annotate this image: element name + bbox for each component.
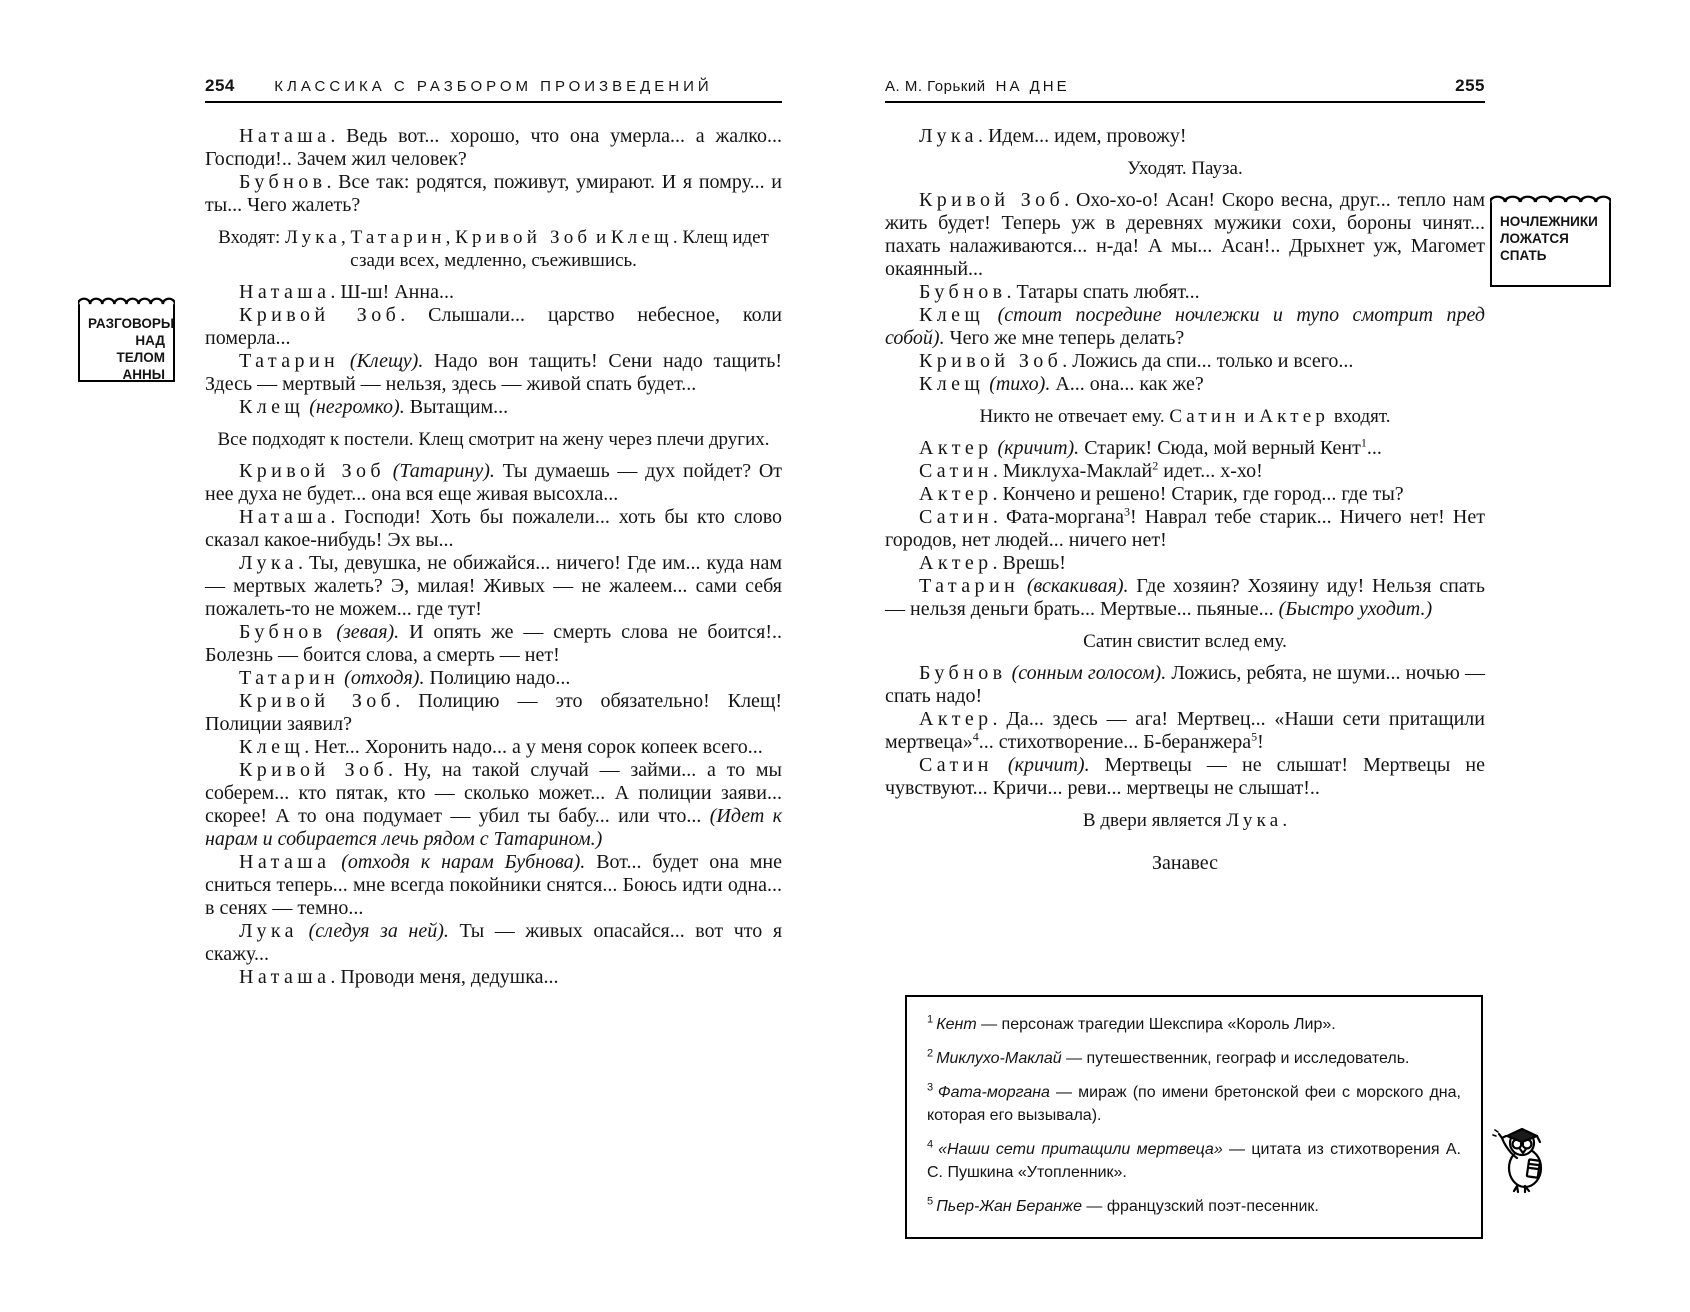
dialog-paragraph: [885, 437, 1485, 460]
dialog-paragraph: [885, 125, 1485, 148]
dialog-paragraph: [885, 575, 1485, 621]
footnote-number: 4: [927, 1138, 939, 1151]
speaker-name: Наташа: [239, 851, 331, 873]
text-run: . Кончено и решено! Старик, где город... где ты?: [992, 483, 1404, 505]
text-run: . Слышали... царство небесное, коли померла...: [205, 304, 783, 349]
text-run: . Татары спать любят...: [1006, 281, 1200, 303]
speaker-name: Клещ: [239, 736, 305, 758]
text-run: входят.: [1329, 406, 1391, 427]
footnote-term: Кент: [936, 1016, 977, 1033]
margin-note-line: НОЧЛЕЖНИКИ: [1500, 214, 1598, 229]
speaker-name: Клещ: [610, 227, 673, 248]
text-run: (тихо).: [989, 373, 1051, 395]
dialog-paragraph: [205, 966, 782, 989]
left-header-title: КЛАССИКА С РАЗБОРОМ ПРОИЗВЕДЕНИЙ: [274, 78, 713, 95]
text-run: Уходят. Пауза.: [1127, 158, 1243, 179]
dialog-paragraph: [205, 171, 782, 217]
right-text-column: [885, 125, 1485, 875]
speaker-name: Клещ: [919, 304, 985, 326]
margin-note-line: ЛОЖАТСЯ: [1500, 231, 1569, 246]
text-run: . Идем... идем, провожу!: [977, 125, 1187, 147]
owl-mascot-illustration: [1487, 1118, 1559, 1196]
text-run: Ты — живых опасайся... вот что я скажу...: [205, 920, 783, 965]
text-run: . Ложись да спи... только и всего...: [1062, 350, 1354, 372]
stage-direction: [885, 157, 1485, 180]
text-run: (Идет к нарам и собирается лечь рядом с Татарином.): [205, 805, 782, 850]
text-run: . Клещ идет сзади всех, медленно, съежившись.: [350, 227, 769, 271]
dialog-paragraph: [205, 506, 782, 552]
footnote-term: Фата-моргана: [937, 1084, 1050, 1101]
footnote-ref: 4: [972, 729, 979, 744]
text-run: Никто не отвечает ему.: [979, 406, 1170, 427]
dialog-paragraph: [885, 281, 1485, 304]
speaker-name: Наташа: [239, 125, 331, 147]
text-run: ... стихотворение... Б-беранжера: [978, 731, 1252, 753]
dialog-paragraph: [885, 460, 1485, 483]
stage-direction: [205, 428, 782, 451]
text-run: [1019, 575, 1027, 597]
text-run: (отходя к нарам Бубнова).: [341, 851, 586, 873]
text-run: [298, 920, 309, 942]
dialog-paragraph: [205, 851, 782, 920]
page-right: [885, 75, 1485, 875]
text-run: ,: [341, 227, 351, 248]
text-run: [339, 350, 350, 372]
text-run: Полицию надо...: [424, 667, 571, 689]
text-run: Вытащим...: [404, 396, 509, 418]
text-run: (негромко).: [309, 396, 405, 418]
dialog-paragraph: [205, 304, 782, 350]
speaker-name: Кривой Зоб: [239, 690, 396, 712]
speaker-name: Лука: [239, 920, 298, 942]
dialog-paragraph: [885, 373, 1485, 396]
text-run: (Клещу).: [349, 350, 424, 372]
text-run: . Нет... Хоронить надо... а у меня сорок копеек всего...: [304, 736, 763, 758]
text-run: (кричит).: [1007, 754, 1090, 776]
text-run: Ложись, ребята, не шуми... ночью — спать надо!: [885, 662, 1485, 707]
text-run: (сонным голосом).: [1011, 662, 1167, 684]
footnote-ref: 1: [1360, 435, 1367, 450]
dialog-paragraph: [205, 920, 782, 966]
text-run: идет... х-хо!: [1158, 460, 1263, 482]
stage-direction: [205, 226, 782, 272]
speaker-name: Наташа: [239, 281, 331, 303]
scallop-edge: [1490, 194, 1611, 203]
text-run: [385, 460, 393, 482]
footnote-text: — персонаж трагедии Шекспира «Король Лир».: [976, 1016, 1336, 1033]
left-page-number: 254: [205, 76, 235, 95]
dialog-paragraph: [885, 189, 1485, 281]
footnote-term: «Наши сети притащили мертвеца»: [938, 1141, 1223, 1158]
dialog-paragraph: [205, 621, 782, 667]
footnote-term: Миклухо-Маклай: [936, 1050, 1062, 1067]
footnote-ref: 3: [1124, 504, 1131, 519]
text-run: . Врешь!: [992, 552, 1066, 574]
text-run: . Ведь вот... хорошо, что она умерла... а жалко... Господи!.. Зачем жил человек?: [205, 125, 782, 170]
text-run: Входят:: [218, 227, 285, 248]
speaker-name: Кривой Зоб: [239, 460, 385, 482]
speaker-name: Кривой Зоб: [919, 350, 1063, 372]
speaker-name: Татарин: [239, 667, 340, 689]
footnote-text: — путешественник, географ и исследователь.: [1061, 1050, 1410, 1067]
text-run: . Миклуха-Маклай: [992, 460, 1153, 482]
right-page-number: 255: [1455, 76, 1485, 95]
stage-direction: [885, 809, 1485, 832]
footnote-number: 2: [927, 1047, 937, 1060]
text-run: Занавес: [1151, 852, 1219, 874]
page-left: [205, 75, 782, 989]
speaker-name: Бубнов: [239, 621, 327, 643]
footnote-number: 1: [927, 1013, 937, 1026]
footnote-text: — цитата из стихотворения А. С. Пушкина «Утопленник».: [927, 1141, 1461, 1181]
speaker-name: Лука: [919, 125, 978, 147]
text-run: (следуя за ней).: [308, 920, 449, 942]
text-run: !: [1257, 731, 1264, 753]
footnote-text: — французский поэт-песенник.: [1081, 1198, 1319, 1215]
speaker-name: Татарин: [350, 227, 446, 248]
margin-note-right: [1490, 201, 1611, 287]
text-run: и: [1239, 406, 1260, 427]
text-run: . Ш-ш! Анна...: [330, 281, 454, 303]
text-run: И опять же — смерть слова не боится!.. Болезнь — боится слова, а смерть — нет!: [205, 621, 782, 666]
text-run: Где хозяин? Хозяину иду! Нельзя спать — нельзя деньги брать... Мертвые... пьяные...: [885, 575, 1485, 620]
text-run: . Все так: родятся, поживут, умирают. И я помру... и ты... Чего жалеть?: [205, 171, 782, 216]
text-run: (отходя).: [344, 667, 425, 689]
speaker-name: Кривой Зоб: [455, 227, 592, 248]
speaker-name: Актер: [919, 483, 993, 505]
speaker-name: Наташа: [239, 966, 331, 988]
dialog-paragraph: [205, 736, 782, 759]
text-run: . Господи! Хоть бы пожалели... хоть бы кто слово сказал какое-нибудь! Эх вы...: [205, 506, 782, 551]
dialog-paragraph: [205, 759, 782, 851]
speaker-name: Сатин: [1169, 406, 1240, 427]
footnote-item: [927, 1138, 1461, 1184]
speaker-name: Сатин: [919, 460, 993, 482]
footnote-item: [927, 1047, 1461, 1070]
stage-direction: [885, 630, 1485, 653]
speaker-name: Кривой Зоб: [239, 759, 389, 781]
dialog-paragraph: [205, 690, 782, 736]
text-run: . Да... здесь — ага! Мертвец... «Наши сети притащили мертвеца»: [885, 708, 1485, 753]
text-run: (зевая).: [336, 621, 400, 643]
text-run: Все подходят к постели. Клещ смотрит на жену через плечи других.: [217, 429, 770, 450]
footnote-item: [927, 1081, 1461, 1127]
text-run: [326, 621, 336, 643]
text-run: Чего же мне теперь делать?: [944, 327, 1185, 349]
text-run: Сатин свистит вслед ему.: [1083, 631, 1287, 652]
dialog-paragraph: [885, 506, 1485, 552]
speaker-name: Кривой Зоб: [239, 304, 401, 326]
dialog-paragraph: [885, 708, 1485, 754]
right-header-work: НА ДНЕ: [995, 78, 1070, 95]
right-header-title: [885, 78, 1070, 95]
speaker-name: Клещ: [239, 396, 305, 418]
footnote-term: Пьер-Жан Беранже: [936, 1198, 1082, 1215]
stage-direction: [885, 405, 1485, 428]
text-run: .: [1282, 810, 1288, 831]
speaker-name: Бубнов: [919, 281, 1007, 303]
speaker-name: Татарин: [919, 575, 1020, 597]
footnote-item: [927, 1013, 1461, 1036]
text-run: и: [591, 227, 611, 248]
dialog-paragraph: [885, 350, 1485, 373]
footnote-number: 3: [927, 1081, 938, 1094]
speaker-name: Актер: [1259, 406, 1330, 427]
curtain-label: [885, 852, 1485, 875]
dialog-paragraph: [205, 667, 782, 690]
speaker-name: Лука: [239, 552, 298, 574]
footnote-box: [905, 995, 1483, 1239]
speaker-name: Лука: [1226, 810, 1283, 831]
dialog-paragraph: [205, 125, 782, 171]
speaker-name: Актер: [919, 552, 993, 574]
text-run: [984, 304, 997, 326]
text-run: В двери является: [1082, 810, 1227, 831]
dialog-paragraph: [205, 552, 782, 621]
dialog-paragraph: [885, 552, 1485, 575]
speaker-name: Наташа: [239, 506, 331, 528]
dialog-paragraph: [205, 350, 782, 396]
dialog-paragraph: [205, 281, 782, 304]
footnote-ref: 2: [1152, 458, 1159, 473]
text-run: . Ты, девушка, не обижайся... ничего! Где им... куда нам — мертвых жалеть? Э, милая! Живых — не жалеем... сами себя пожалеть-то не можем... где тут!: [205, 552, 782, 620]
margin-note-left: [78, 303, 175, 382]
margin-note-line: АННЫ: [122, 367, 165, 382]
margin-note-line: РАЗГОВОРЫ: [88, 316, 175, 331]
dialog-paragraph: [885, 662, 1485, 708]
text-run: . Полицию — это обязательно! Клещ! Полиции заявил?: [205, 690, 782, 735]
dialog-paragraph: [205, 460, 782, 506]
right-running-head: [885, 75, 1485, 103]
text-run: Старик! Сюда, мой верный Кент: [1079, 437, 1361, 459]
text-run: . Фата-моргана: [992, 506, 1125, 528]
text-run: А... она... как же?: [1050, 373, 1204, 395]
text-run: ! Наврал тебе старик... Ничего нет! Нет городов, нет людей... ничего нет!: [885, 506, 1485, 551]
speaker-name: Сатин: [919, 506, 993, 528]
text-run: . Ну, на такой случай — займи... а то мы соберем... кто пятак, кто — сколько может... А полиции заяви... скорее! А то она подумает — убил ты бабу... или что...: [205, 759, 782, 827]
footnote-text: — мираж (по имени бретонской феи с морского дна, которая его вызывала).: [927, 1084, 1461, 1124]
speaker-name: Актер: [919, 437, 993, 459]
speaker-name: Актер: [919, 708, 993, 730]
text-run: (Татарину).: [392, 460, 495, 482]
text-run: (Быстро уходит.): [1278, 598, 1433, 620]
text-run: Ты думаешь — дух пойдет? От нее духа не будет... она вся еще живая высохла...: [205, 460, 782, 505]
speaker-name: Кривой Зоб: [919, 189, 1065, 211]
footnote-number: 5: [927, 1195, 937, 1208]
text-run: . Охо-хо-о! Асан! Скоро весна, друг... тепло нам жить будет! Теперь уж в деревнях мужики сохи, бороны чинят... пахать налаживаются... н-да! А мы... Асан!.. Дрыхнет уж, Магомет окаянный...: [885, 189, 1485, 280]
left-running-head: [205, 75, 782, 103]
margin-note-line: НАД ТЕЛОМ: [116, 333, 165, 365]
dialog-paragraph: [885, 754, 1485, 800]
speaker-name: Бубнов: [239, 171, 327, 193]
text-run: [330, 851, 341, 873]
right-header-author: А. М. Горький: [885, 78, 986, 95]
margin-note-line: СПАТЬ: [1500, 248, 1547, 263]
dialog-paragraph: [885, 483, 1485, 506]
speaker-name: Бубнов: [919, 662, 1007, 684]
text-run: . Проводи меня, дедушка...: [330, 966, 559, 988]
speaker-name: Клещ: [919, 373, 985, 395]
text-run: Вот... будет она мне сниться теперь... мне всегда покойники снятся... Боюсь идти одна... в сенях — темно...: [205, 851, 783, 919]
text-run: ,: [445, 227, 456, 248]
text-run: [993, 754, 1008, 776]
text-run: (кричит).: [997, 437, 1080, 459]
speaker-name: Лука: [284, 227, 341, 248]
text-run: Надо вон тащить! Сени надо тащить! Здесь — мертвый — нельзя, здесь — живой спать будет...: [205, 350, 782, 395]
text-run: (стоит посредине ночлежки и тупо смотрит пред собой).: [885, 304, 1485, 349]
footnote-item: [927, 1195, 1461, 1218]
text-run: (вскакивая).: [1026, 575, 1129, 597]
speaker-name: Татарин: [239, 350, 340, 372]
dialog-paragraph: [885, 304, 1485, 350]
text-run: ...: [1366, 437, 1382, 459]
left-text-column: [205, 125, 782, 989]
text-run: Мертвецы — не слышат! Мертвецы не чувствуют... Кричи... реви... мертвецы не слышат!..: [885, 754, 1485, 799]
speaker-name: Сатин: [919, 754, 993, 776]
dialog-paragraph: [205, 396, 782, 419]
footnote-ref: 5: [1251, 729, 1258, 744]
scallop-edge: [78, 296, 175, 305]
